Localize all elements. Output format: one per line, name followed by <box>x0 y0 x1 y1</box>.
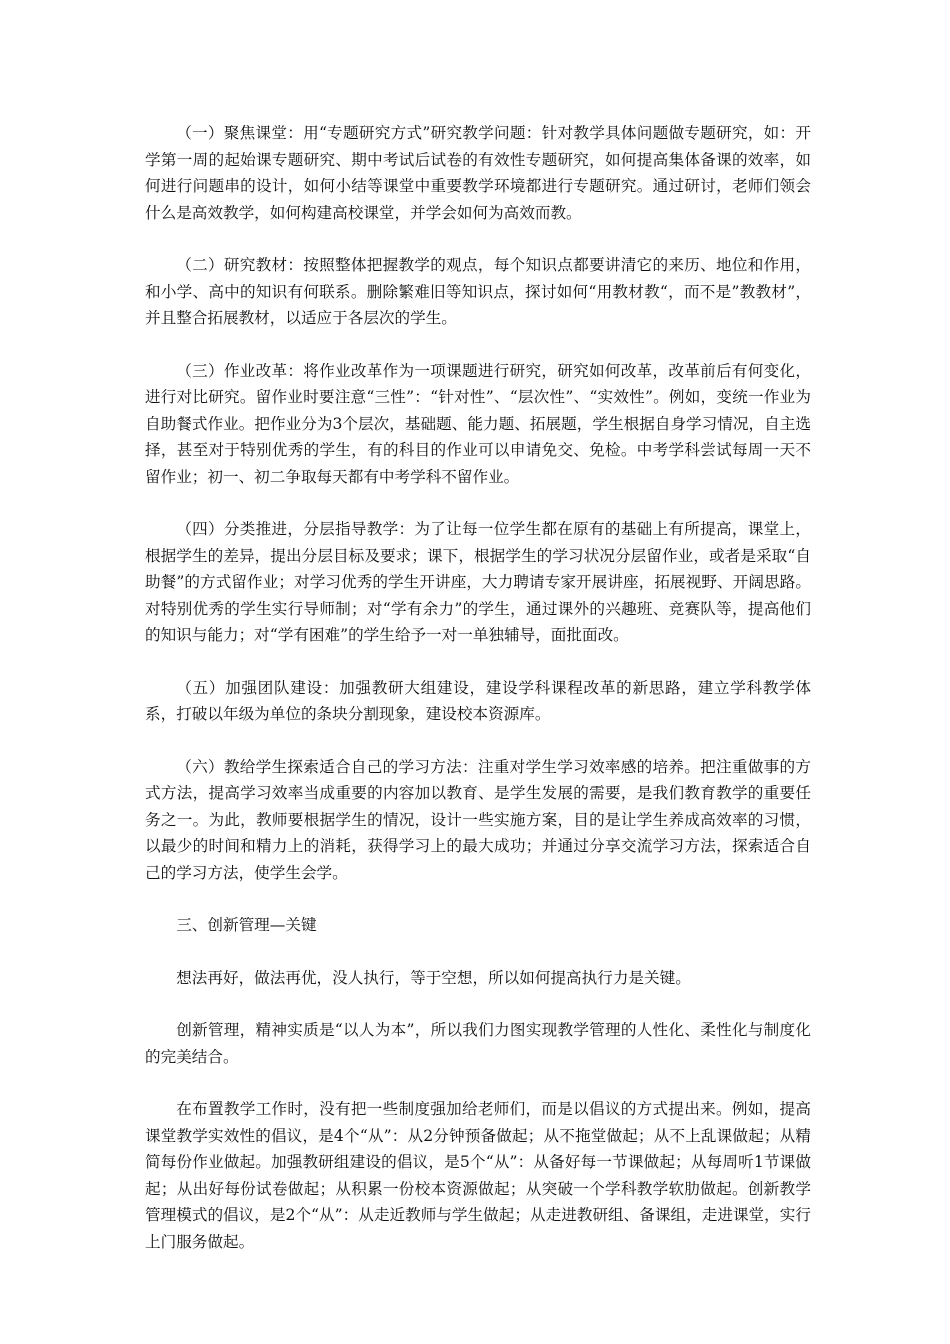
document-body <box>145 120 811 1281</box>
paragraph-learning-methods: （六）教给学生探索适合自己的学习方法：注重对学生学习效率感的培养。把注重做事的方式方法，提高学习效率当成重要的内容加以教育、是学生发展的需要，是我们教育教学的重要任务之一。为此，教师要根据学生的情况，设计一些实施方案，目的是让学生养成高效率的习惯，以最少的时间和精力上的消耗，获得学习上的最大成功；并通过分享交流学习方法，探索适合自己的学习方法，使学生会学。 <box>145 757 811 882</box>
section-heading-innovative-management: 三、创新管理—关键 <box>176 916 317 934</box>
paragraph-tiered-teaching: （四）分类推进，分层指导教学：为了让每一位学生都在原有的基础上有所提高，课堂上，根据学生的差异，提出分层目标及要求；课下，根据学生的学习状况分层留作业，或者是采取“自助餐”的方式留作业；对学习优秀的学生开讲座，大力聘请专家开展讲座，拓展视野、开阔思路。对特别优秀的学生实行导师制；对“学有余力”的学生，通过课外的兴趣班、竞赛队等，提高他们的知识与能力；对“学有困难”的学生给予一对一单独辅导，面批面改。 <box>145 520 811 644</box>
paragraph-focus-classroom: （一）聚焦课堂：用“专题研究方式”研究教学问题：针对教学具体问题做专题研究，如：开学第一周的起始课专题研究、期中考试后试卷的有效性专题研究，如何提高集体备课的效率，如何进行问题串的设计，如何小结等课堂中重要教学环境都进行专题研究。通过研讨，老师们领会什么是高效教学，如何构建高校课堂，并学会如何为高效而教。 <box>145 124 811 222</box>
paragraph-initiatives: 在布置教学工作时，没有把一些制度强加给老师们，而是以倡议的方式提出来。例如，提高课堂教学实效性的倡议，是4个“从”：从2分钟预备做起；从不拖堂做起；从不上乱课做起；从精简每份作业做起。加强教研组建设的倡议，是5个“从”：从备好每一节课做起；从每周听1节课做起；从出好每份试卷做起；从积累一份校本资源做起；从突破一个学科教学软肋做起。创新教学管理模式的倡议，是2个“从”：从走近教师与学生做起；从走进教研组、备课组，走进课堂，实行上门服务做起。 <box>145 1100 811 1251</box>
paragraph-homework-reform: （三）作业改革：将作业改革作为一项课题进行研究，研究如何改革，改革前后有何变化，进行对比研究。留作业时要注意“三性”：“针对性”、“层次性”、“实效性”。例如，变统一作业为自助餐式作业。把作业分为3个层次，基础题、能力题、拓展题，学生根据自身学习情况，自主选择，甚至对于特别优秀的学生，有的科目的作业可以申请免交、免检。中考学科尝试每周一天不留作业；初一、初二争取每天都有中考学科不留作业。 <box>145 361 811 486</box>
paragraph-people-oriented: 创新管理，精神实质是“以人为本”，所以我们力图实现教学管理的人性化、柔性化与制度化的完美结合。 <box>145 1021 811 1066</box>
paragraph-team-building: （五）加强团队建设：加强教研大组建设，建设学科课程改革的新思路，建立学科教学体系，打破以年级为单位的条块分割现象，建设校本资源库。 <box>145 678 811 723</box>
paragraph-execution: 想法再好，做法再优，没人执行，等于空想，所以如何提高执行力是关键。 <box>176 968 691 987</box>
paragraph-study-textbook: （二）研究教材：按照整体把握教学的观点，每个知识点都要讲清它的来历、地位和作用，和小学、高中的知识有何联系。删除繁难旧等知识点，探讨如何“用教材教“，而不是”教教材”，并且整合拓展教材，以适应于各层次的学生。 <box>145 256 811 327</box>
